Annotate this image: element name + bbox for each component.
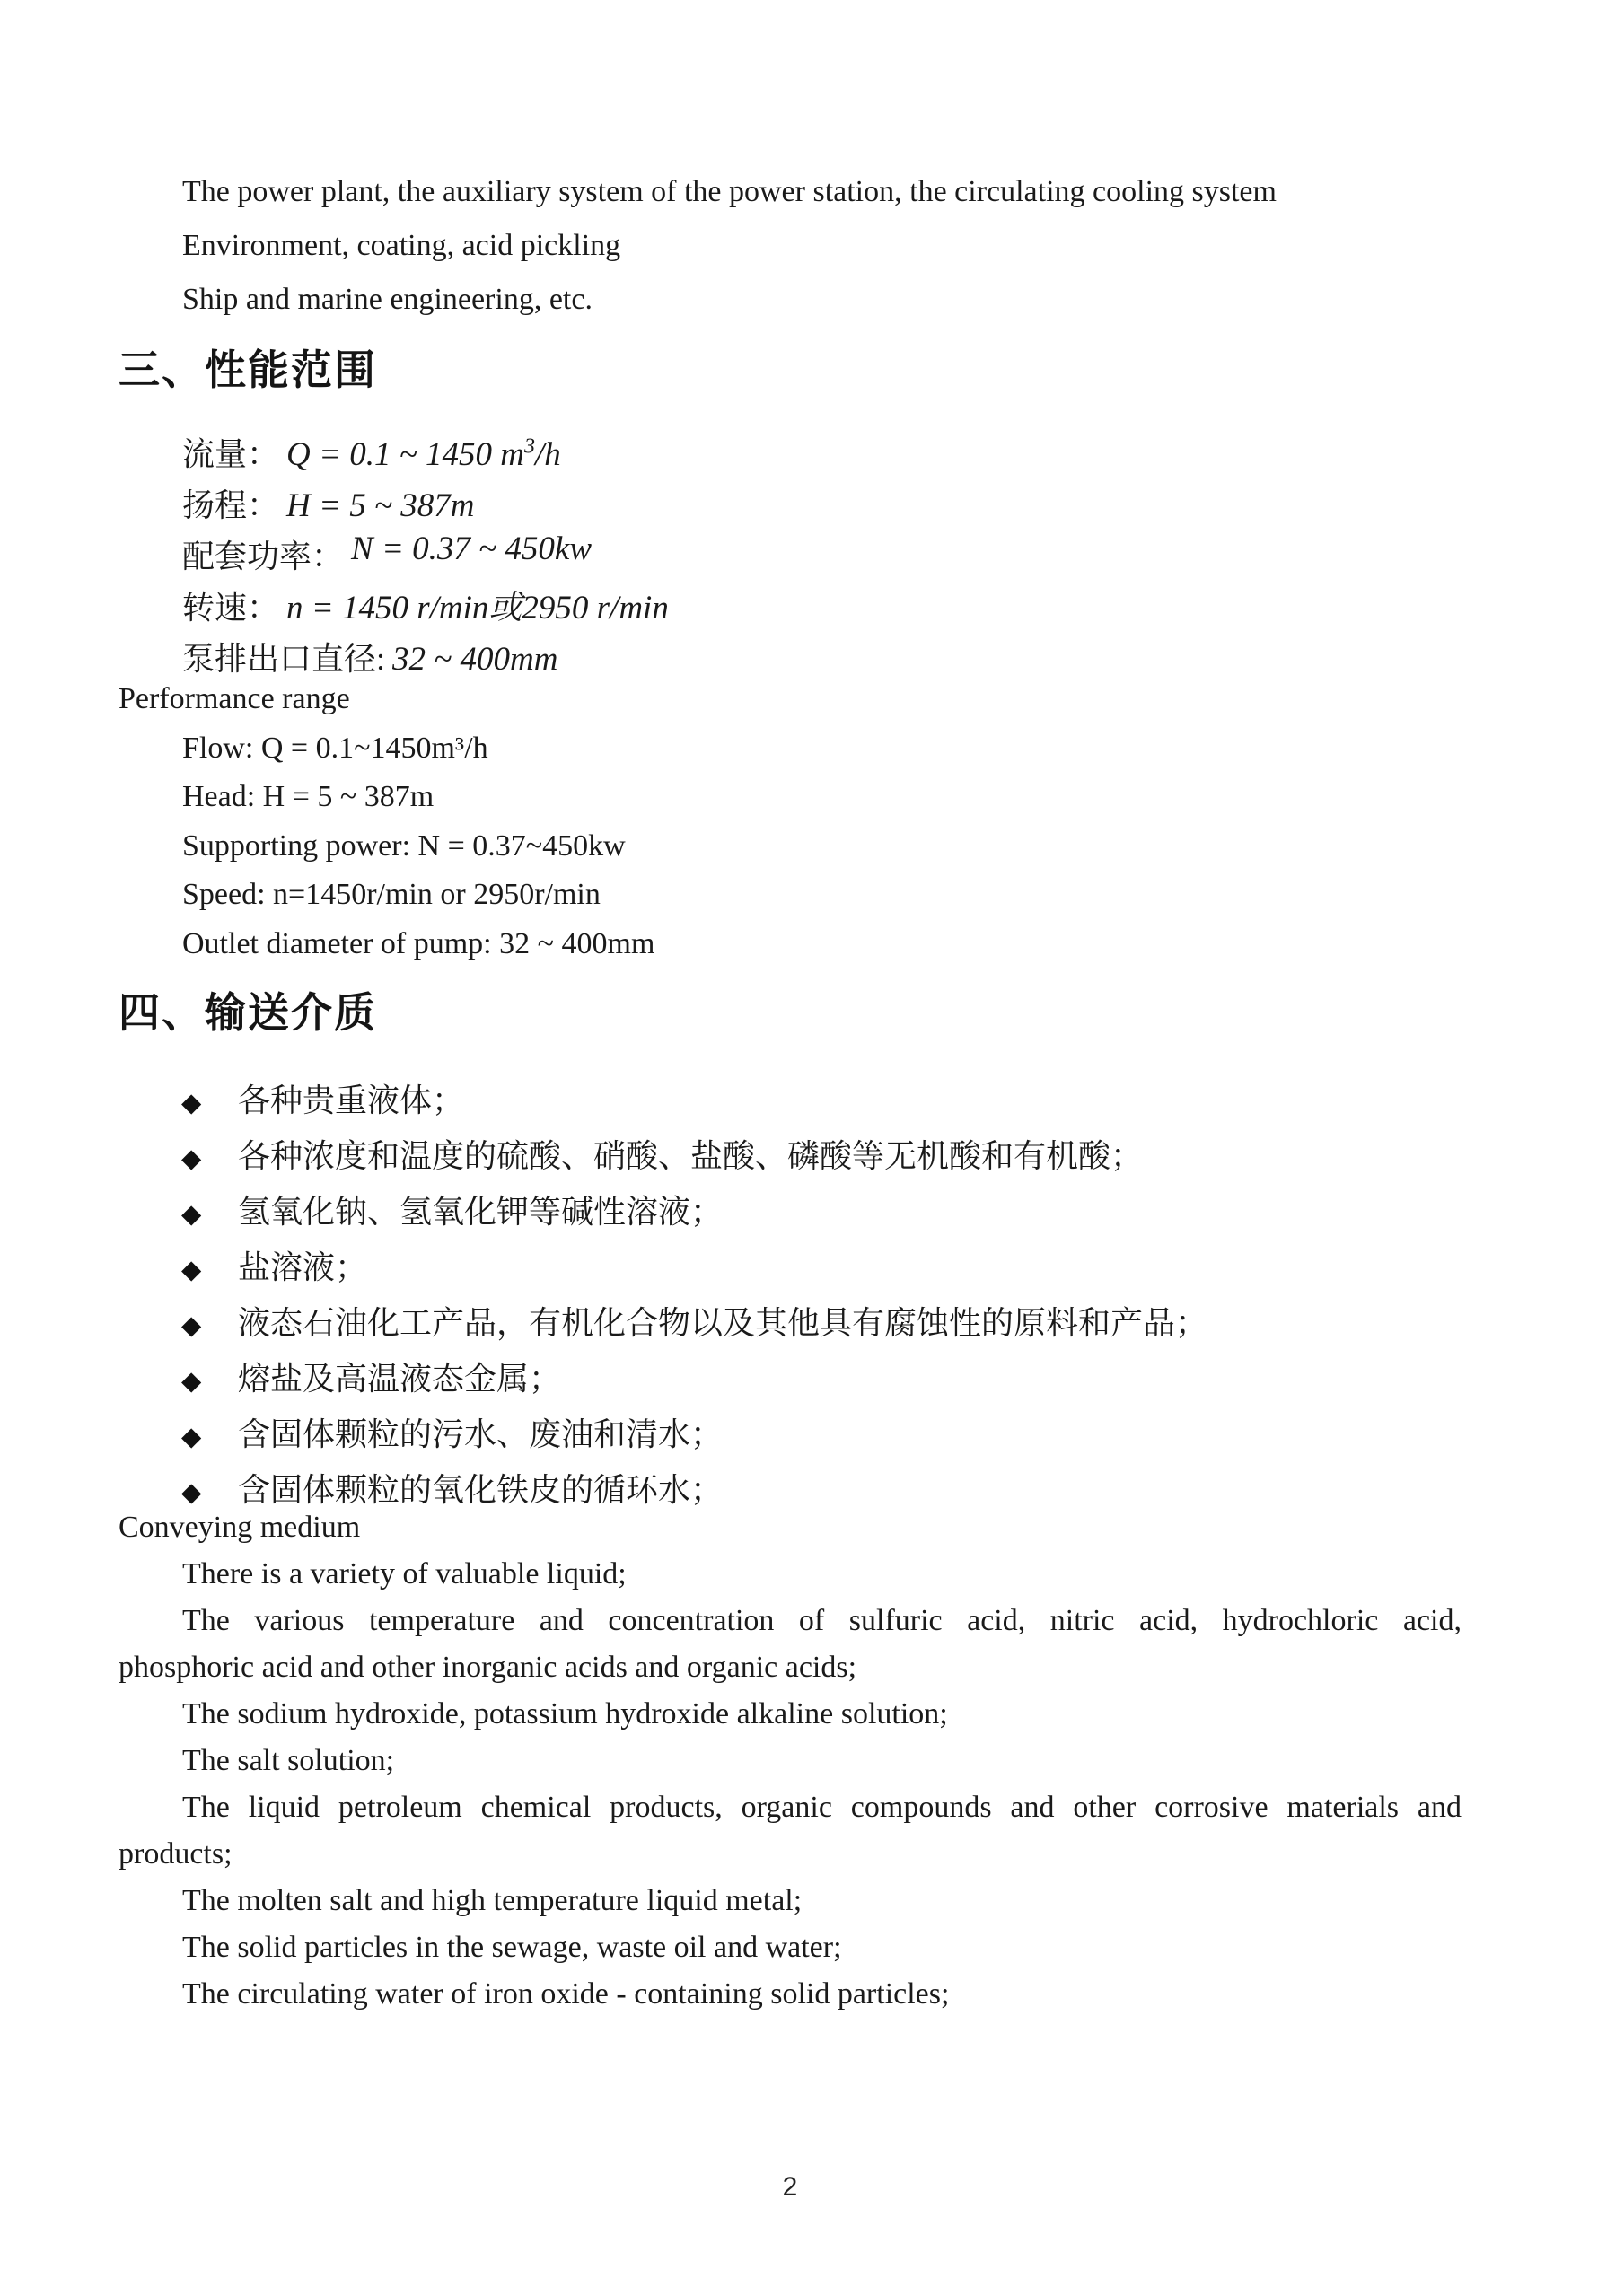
intro-line: Ship and marine engineering, etc. [182,283,593,316]
bullet-item [119,1129,1462,1185]
spec-label: 泵排出口直径: [182,641,386,677]
bullet-text: 含固体颗粒的污水、废油和清水； [238,1416,724,1452]
bullet-item [119,1352,1462,1407]
diamond-bullet-icon: ◆ [181,1198,202,1229]
spec-row-power [119,531,1462,583]
performance-line-power: Supporting power: N = 0.37~450kw [182,828,626,863]
diamond-bullet-icon: ◆ [181,1421,202,1451]
bullet-text: 熔盐及高温液态金属； [238,1361,562,1397]
bullet-item [119,1407,1462,1463]
diamond-bullet-icon: ◆ [181,1310,202,1340]
bullet-text: 氢氧化钠、氢氧化钾等碱性溶液； [238,1194,724,1230]
spec-formula-base: 32 ~ 400mm [392,641,558,678]
spec-formula [286,590,669,627]
bullet-text: 各种贵重液体； [238,1082,465,1118]
intro-paragraph [119,165,1462,327]
bullet-text: 盐溶液； [238,1249,368,1285]
paragraph-line: products; [119,1837,233,1871]
spec-label: 转速： [182,590,280,626]
spec-formula-base: Q = 0.1 ~ 1450 m [286,436,524,473]
spec-label: 配套功率： [182,539,345,574]
spec-label: 扬程： [182,487,280,523]
spec-formula-base: N = 0.37 ~ 450kw [351,530,593,567]
bullet-item [119,1074,1462,1129]
spec-formula [351,524,592,574]
spec-row-head [119,480,1462,531]
performance-line-head: Head: H = 5 ~ 387m [182,780,435,813]
paragraph-line: The various temperature and concentration of sulfuric acid, nitric acid, hydrochloric acid, [182,1604,1462,1637]
spec-formula [286,487,474,524]
spec-row-flow [119,429,1462,480]
paragraph-line: There is a variety of valuable liquid; [182,1557,627,1591]
spec-formula-base: H = 5 ~ 387m [286,487,475,524]
paragraph-line: The circulating water of iron oxide - containing solid particles; [182,1977,950,2011]
bullet-text: 含固体颗粒的氧化铁皮的循环水； [238,1472,724,1508]
performance-line-outlet: Outlet diameter of pump: 32 ~ 400mm [182,926,655,960]
spec-label: 流量： [182,436,280,472]
conveying-medium-title: Conveying medium [119,1511,361,1544]
performance-line-speed: Speed: n=1450r/min or 2950r/min [182,878,601,911]
bullet-item [119,1296,1462,1352]
paragraph-line: phosphoric acid and other inorganic acids and organic acids; [119,1651,857,1684]
bullet-item [119,1240,1462,1296]
paragraph-line: The solid particles in the sewage, waste oil and water; [182,1931,842,1964]
spec-formula-unit: /h [534,436,561,473]
paragraph-line: The molten salt and high temperature liquid metal; [182,1884,803,1917]
paragraph-line: The liquid petroleum chemical products, organic compounds and other corrosive materials and [182,1791,1462,1824]
bullet-text: 各种浓度和温度的硫酸、硝酸、盐酸、磷酸等无机酸和有机酸； [238,1138,1144,1174]
spec-formula-superscript: 3 [523,434,535,459]
performance-range-en-block [119,675,1462,968]
paragraph-line: The salt solution; [182,1744,395,1777]
spec-formula-base: n = 1450 r/min或2950 r/min [286,590,669,627]
specs-cn-block [119,429,1462,685]
bullet-text: 液态石油化工产品，有机化合物以及其他具有腐蚀性的原料和产品； [238,1305,1208,1341]
diamond-bullet-icon: ◆ [181,1143,202,1173]
diamond-bullet-icon: ◆ [181,1365,202,1396]
paragraph-line: The sodium hydroxide, potassium hydroxide alkaline solution; [182,1697,948,1731]
section-heading-conveying-medium: 四、输送介质 [119,989,377,1036]
performance-line-flow: Flow: Q = 0.1~1450m³/h [182,731,488,765]
diamond-bullet-icon: ◆ [181,1477,202,1507]
performance-range-title: Performance range [119,682,350,715]
spec-row-speed [119,583,1462,634]
intro-line: Environment, coating, acid pickling [182,229,621,262]
page-number: 2 [782,2172,798,2202]
medium-bullet-list [119,1074,1462,1519]
conveying-medium-en-block [119,1504,1462,2018]
diamond-bullet-icon: ◆ [181,1087,202,1117]
diamond-bullet-icon: ◆ [181,1254,202,1284]
bullet-item [119,1185,1462,1240]
intro-line: The power plant, the auxiliary system of the power station, the circulating cooling system [182,175,1277,208]
spec-formula [392,641,557,678]
spec-formula [286,436,561,473]
section-heading-performance-range: 三、性能范围 [119,346,377,393]
